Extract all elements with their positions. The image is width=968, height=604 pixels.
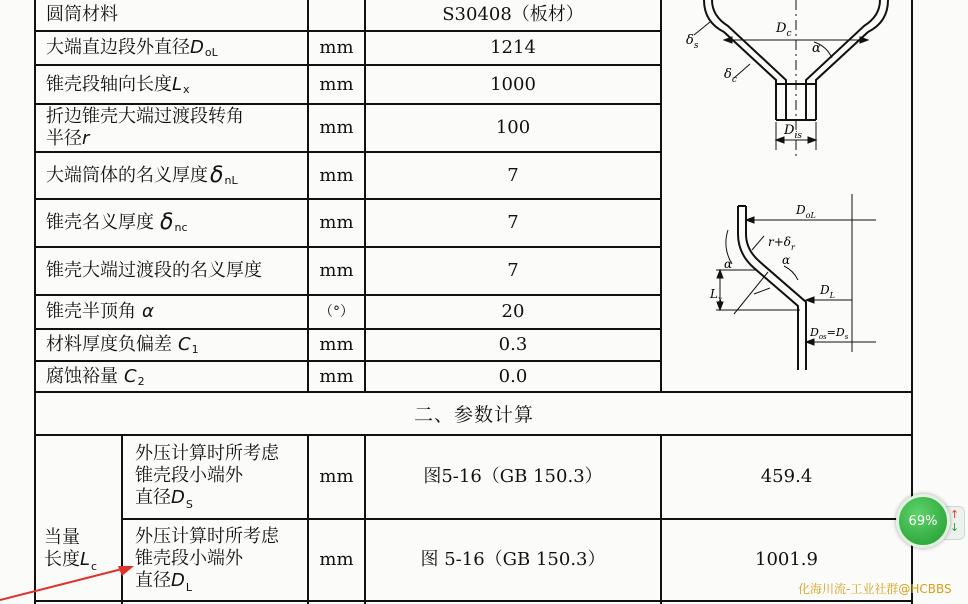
- calc-item-label: 外压计算时所考虑 锥壳段小端外 直径$D_S$: [135, 443, 279, 511]
- progress-badge[interactable]: 69%: [896, 494, 950, 548]
- svg-text:Lx: $L_x$: [710, 287, 723, 304]
- svg-text:Dos=Ds: $D_{os}=D_s$: [810, 326, 849, 341]
- rule: [34, 600, 912, 602]
- row-value: 100: [495, 117, 531, 138]
- calc-item-ref: 图5-16（GB 150.3）: [423, 466, 603, 487]
- svg-text:δc: $\delta_c$: [724, 67, 737, 85]
- watermark: 化海川流-工业社群@HCBBS: [798, 582, 952, 596]
- svg-text:DL: $D_L$: [820, 283, 835, 300]
- row-unit: mm: [319, 260, 354, 281]
- row-unit: （°）: [319, 304, 354, 320]
- row-label: 锥壳半顶角 α: [46, 301, 154, 322]
- row-value: 0.3: [498, 334, 528, 355]
- cone-diagram-bottom: [664, 194, 910, 374]
- cone-diagram-top: [664, 0, 910, 160]
- section-title: 二、参数计算: [413, 403, 534, 426]
- row-label: 锥壳段轴向长度 L x: [46, 73, 190, 96]
- calc-item-ref: 图 5-16（GB 150.3）: [420, 549, 606, 570]
- svg-text:α: α: [812, 41, 821, 56]
- row-value: 1214: [490, 37, 536, 58]
- download-arrow-icon: ↓: [950, 521, 960, 534]
- row-unit: mm: [319, 37, 354, 58]
- calc-item-label: 外压计算时所考虑 锥壳段小端外 直径$D_L$: [135, 526, 279, 594]
- row-value: 7: [507, 260, 519, 281]
- row-label: 大端直边段外直径 D oL: [46, 37, 218, 59]
- row-value: 7: [507, 164, 519, 186]
- row-unit: mm: [319, 73, 354, 95]
- svg-text:r+δr: $r+\delta_r$: [768, 235, 795, 252]
- row-unit: mm: [319, 117, 354, 138]
- row-value: 0.0: [498, 365, 528, 387]
- row-label: 锥壳名义厚度 δ nc: [46, 210, 188, 235]
- annotation-arrow: [0, 560, 140, 604]
- row-label: 圆筒材料: [46, 4, 118, 25]
- svg-text:Dc: $D_c$: [776, 21, 792, 39]
- row-label: 材料厚度负偏差 C 1: [46, 334, 199, 356]
- row-unit: mm: [319, 164, 354, 186]
- svg-text:δs: $\delta_s$: [686, 33, 699, 51]
- row-label: 大端筒体的名义厚度 δ nL: [46, 162, 238, 188]
- calc-item-value: 1001.9: [755, 549, 818, 570]
- row-label: 折边锥壳大端过渡段转角 半径r: [46, 106, 244, 149]
- row-unit: mm: [319, 365, 354, 387]
- svg-text:α: α: [724, 257, 733, 271]
- row-value: 20: [501, 301, 525, 322]
- row-value: S30408（板材）: [442, 4, 584, 25]
- row-value: 1000: [490, 73, 536, 95]
- calc-item-unit: mm: [319, 466, 354, 487]
- row-label: 锥壳大端过渡段的名义厚度: [46, 260, 262, 281]
- upload-arrow-icon: ↑: [950, 508, 960, 521]
- row-value: 7: [507, 212, 519, 233]
- calc-group-label: 当量 长度$L_c$: [44, 527, 98, 573]
- row-label: 腐蚀裕量 C 2: [46, 365, 145, 388]
- rule: [660, 0, 662, 391]
- svg-text:α: α: [782, 253, 791, 267]
- svg-text:DoL: $D_{oL}$: [796, 203, 816, 220]
- calc-item-value: 459.4: [760, 466, 813, 487]
- row-unit: mm: [319, 212, 354, 233]
- calc-item-unit: mm: [319, 549, 354, 570]
- row-unit: mm: [319, 334, 354, 355]
- svg-text:Dis: $D_{is}$: [784, 123, 802, 141]
